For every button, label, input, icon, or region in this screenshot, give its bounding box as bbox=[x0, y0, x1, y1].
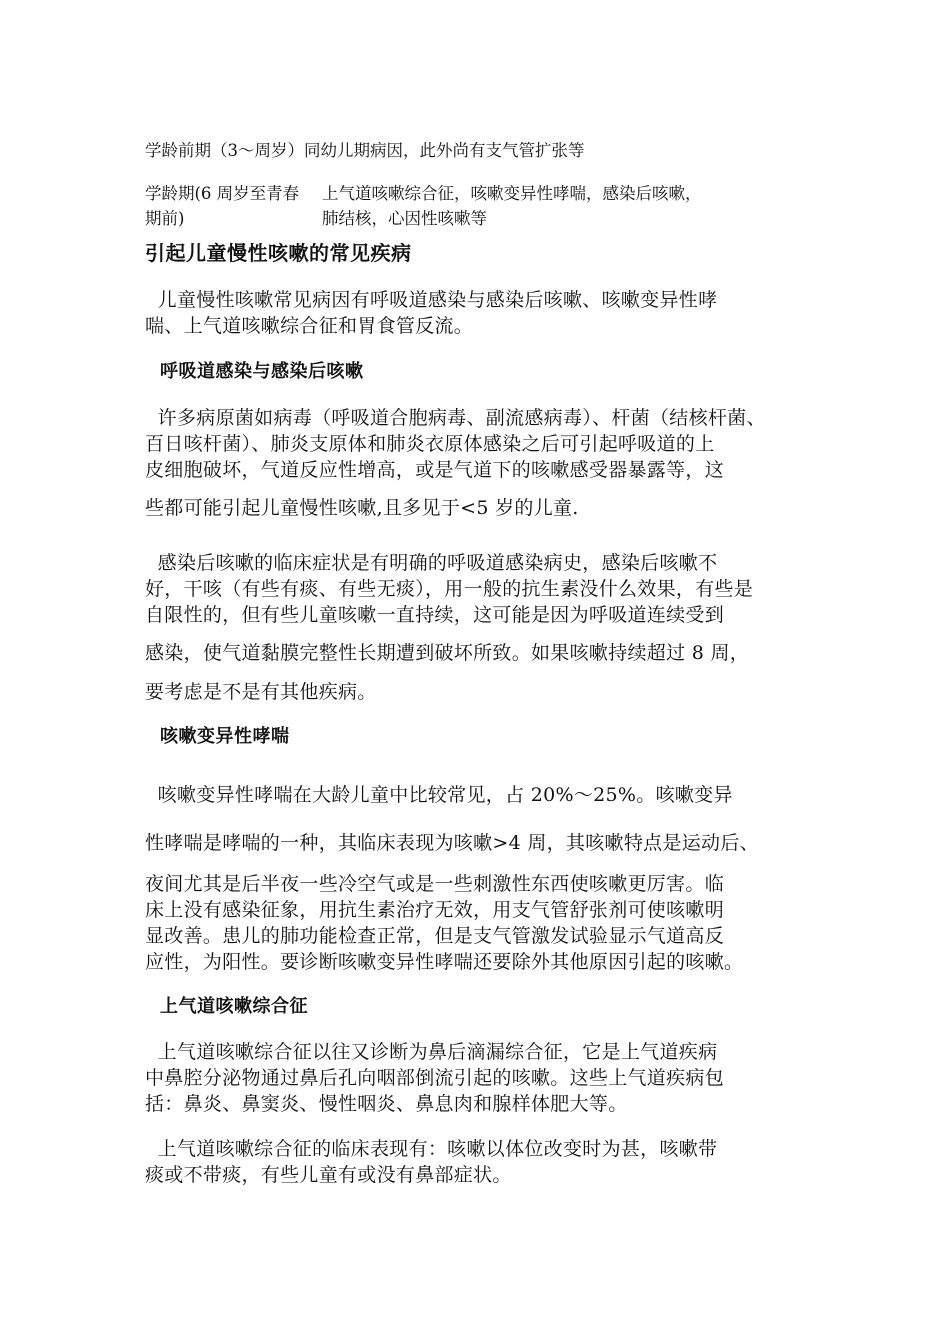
table-row-schoolage-causes-line1: 上气道咳嗽综合征，咳嗽变异性哮喘，感染后咳嗽， bbox=[322, 184, 702, 203]
paragraph-line: 咳嗽变异性哮喘在大龄儿童中比较常见，占 20%～25%。咳嗽变异 bbox=[145, 784, 733, 806]
paragraph-line: 许多病原菌如病毒（呼吸道合胞病毒、副流感病毒）、杆菌（结核杆菌、 bbox=[145, 407, 766, 429]
paragraph-line: 夜间尤其是后半夜一些冷空气或是一些刺激性东西使咳嗽更厉害。临 bbox=[145, 873, 725, 895]
section-heading-cough-variant-asthma: 咳嗽变异性哮喘 bbox=[160, 726, 290, 747]
section-heading-upper-airway-cough-syndrome: 上气道咳嗽综合征 bbox=[160, 996, 308, 1017]
paragraph-line: 好，干咳（有些有痰、有些无痰），用一般的抗生素没什么效果，有些是 bbox=[145, 578, 754, 600]
page-title: 引起儿童慢性咳嗽的常见疾病 bbox=[145, 241, 412, 265]
intro-line: 儿童慢性咳嗽常见病因有呼吸道感染与感染后咳嗽、咳嗽变异性哮 bbox=[145, 289, 718, 311]
paragraph-line: 皮细胞破坏，气道反应性增高，或是气道下的咳嗽感受器暴露等，这 bbox=[145, 459, 725, 481]
table-row-schoolage-label-line1: 学龄期(6 周岁至青春 bbox=[145, 184, 300, 203]
paragraph-line: 感染，使气道黏膜完整性长期遭到破坏所致。如果咳嗽持续超过 8 周， bbox=[145, 642, 750, 664]
section-heading-respiratory-infection: 呼吸道感染与感染后咳嗽 bbox=[160, 361, 364, 382]
intro-line: 喘、上气道咳嗽综合征和胃食管反流。 bbox=[145, 315, 474, 337]
paragraph-line: 自限性的，但有些儿童咳嗽一直持续，这可能是因为呼吸道连续受到 bbox=[145, 604, 725, 626]
paragraph-line: 括：鼻炎、鼻窦炎、慢性咽炎、鼻息肉和腺样体肥大等。 bbox=[145, 1093, 628, 1115]
paragraph-line: 性哮喘是哮喘的一种，其临床表现为咳嗽>4 周，其咳嗽特点是运动后、 bbox=[145, 832, 759, 854]
paragraph-line: 痰或不带痰，有些儿童有或没有鼻部症状。 bbox=[145, 1164, 512, 1186]
paragraph-line: 显改善。患儿的肺功能检查正常，但是支气管激发试验显示气道高反 bbox=[145, 925, 725, 947]
paragraph-line: 床上没有感染征象，用抗生素治疗无效，用支气管舒张剂可使咳嗽明 bbox=[145, 899, 725, 921]
paragraph-line: 应性，为阳性。要诊断咳嗽变异性哮喘还要除外其他原因引起的咳嗽。 bbox=[145, 951, 744, 973]
paragraph-line: 些都可能引起儿童慢性咳嗽,且多见于<5 岁的儿童. bbox=[145, 497, 579, 519]
paragraph-line: 上气道咳嗽综合征以往又诊断为鼻后滴漏综合征，它是上气道疾病 bbox=[145, 1041, 718, 1063]
table-row-schoolage-causes-line2: 肺结核，心因性咳嗽等 bbox=[322, 209, 487, 228]
table-row-preschool: 学龄前期（3～周岁）同幼儿期病因，此外尚有支气管扩张等 bbox=[145, 141, 585, 160]
paragraph-line: 感染后咳嗽的临床症状是有明确的呼吸道感染病史，感染后咳嗽不 bbox=[145, 552, 718, 574]
paragraph-line: 要考虑是不是有其他疾病。 bbox=[145, 681, 377, 703]
paragraph-line: 百日咳杆菌）、肺炎支原体和肺炎衣原体感染之后可引起呼吸道的上 bbox=[145, 433, 715, 455]
paragraph-line: 上气道咳嗽综合征的临床表现有：咳嗽以体位改变时为甚，咳嗽带 bbox=[145, 1138, 718, 1160]
table-row-schoolage-label-line2: 期前) bbox=[145, 209, 185, 228]
paragraph-line: 中鼻腔分泌物通过鼻后孔向咽部倒流引起的咳嗽。这些上气道疾病包 bbox=[145, 1067, 725, 1089]
